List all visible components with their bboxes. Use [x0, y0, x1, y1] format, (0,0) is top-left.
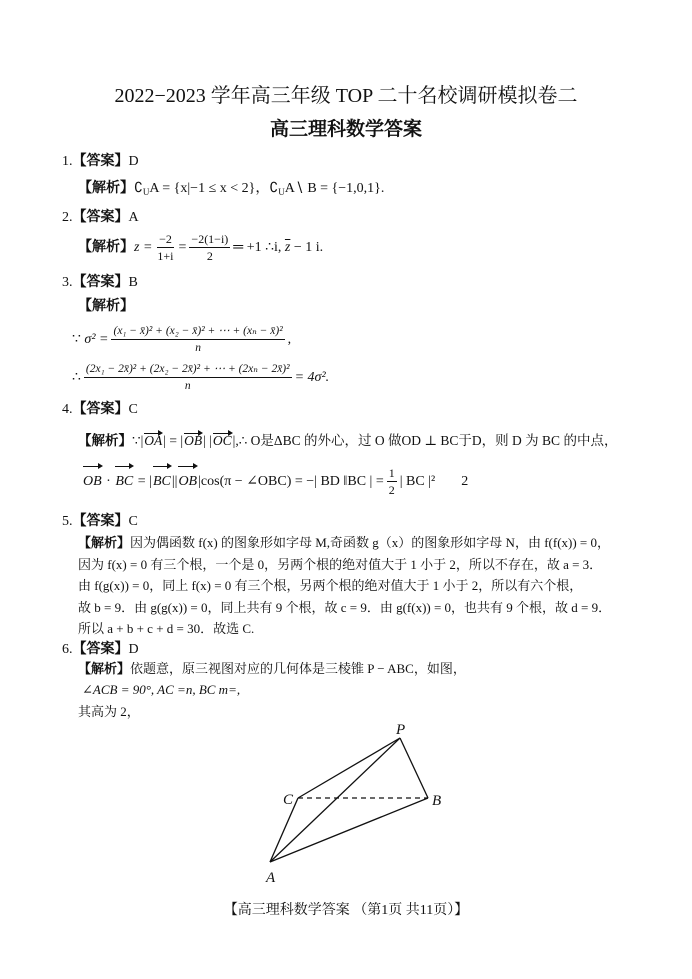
q1-complement-subscript: U: [142, 187, 150, 197]
q3-fraction-2-numerator: (2x₁ − 2x̄)² + (2x₂ − 2x̄)² + ⋯ + (2xₙ − 2x̄)²: [84, 362, 292, 378]
q6-analysis-tag: 【解析】: [78, 661, 131, 676]
q3-sigma-squared: σ² =: [84, 332, 109, 347]
q4-vector-ob: OB: [184, 433, 203, 448]
edge-pb: [400, 738, 428, 798]
q2-analysis-tag: 【解析】: [78, 240, 134, 255]
q2-fraction-1-denominator: 1+i: [157, 249, 174, 264]
q4-analysis: [78, 432, 617, 450]
q1-result-expression: A∖ B = {−1,0,1}.: [284, 181, 385, 196]
q2-fraction-2-numerator: −2(1−i): [191, 232, 229, 247]
q4-text-7: | BC |²: [399, 474, 436, 489]
q2-result-2: − 1 i.: [293, 240, 324, 255]
q3-analysis-tag: 【解析】: [78, 299, 134, 314]
edge-cp: [298, 738, 400, 798]
page-subtitle: 高三理科数学答案: [269, 119, 422, 140]
q5-text-1: 因为偶函数 f(x) 的图象形如字母 M,奇函数 g（x）的图象形如字母 N，由 f(f(x)) = 0，: [130, 535, 611, 550]
q5-answer-tag: 【答案】: [72, 514, 129, 529]
q4-text-6: |cos(π − ∠OBC) = −| BD ‖BC | =: [198, 474, 384, 489]
q6-number: 6.: [62, 642, 73, 657]
q2-number: 2.: [62, 210, 73, 225]
q6-answer-tag: 【答案】: [72, 642, 129, 657]
q4-number: 4.: [62, 402, 73, 417]
q4-dot-product: [82, 465, 468, 499]
q3-fraction-1: [111, 324, 284, 355]
q4-analysis-tag: 【解析】: [78, 433, 132, 448]
q4-half-numerator: 1: [388, 466, 395, 481]
q3-fraction-2: [84, 362, 292, 393]
q5-answer-value: C: [128, 514, 138, 529]
q3-result: = 4σ².: [294, 370, 330, 385]
q2-answer-value: A: [128, 210, 139, 225]
q3-answer-value: B: [128, 275, 138, 290]
q5-analysis-line-1: [78, 534, 610, 552]
q3-variance-formula: [72, 323, 291, 357]
q3-fraction-1-denominator: n: [195, 342, 201, 355]
q3-fraction-2-denominator: n: [184, 380, 191, 393]
q4-answer: [62, 401, 138, 419]
q1-complement-subscript-2: U: [278, 187, 285, 197]
q4-answer-value: C: [128, 402, 138, 417]
q5-analysis-line-5: 所以 a + b + c + d = 30．故选 C.: [78, 621, 255, 636]
vertex-label-b: B: [432, 793, 442, 809]
q1-answer-value: D: [128, 154, 139, 169]
q5-number: 5.: [62, 514, 73, 529]
q2-answer-tag: 【答案】: [72, 210, 129, 225]
q1-complement-symbol-2: ∁: [269, 181, 279, 196]
q2-answer: [62, 209, 139, 227]
q4-text-4: = |: [137, 474, 152, 489]
q3-scaled-variance: [72, 361, 329, 395]
q3-comma: ,: [287, 332, 292, 347]
q3-therefore-symbol: ∴: [72, 370, 81, 385]
q4-vector-oa: OA: [144, 433, 163, 448]
vertex-label-p: P: [396, 722, 406, 738]
q4-text-0: ∵|: [132, 433, 144, 448]
q4-vector-bc: BC: [114, 465, 134, 499]
q3-because-symbol: ∵: [72, 332, 81, 347]
q2-z-conjugate: $\overline{z}$: [284, 240, 291, 255]
q1-analysis-tag: 【解析】: [78, 181, 134, 196]
q4-text-3: |,∴ O是ΔBC 的外心，过 O 做OD ⊥ BC于D，则 D 为 BC 的中点，: [232, 433, 618, 448]
q2-fraction-2-denominator: 2: [206, 249, 213, 264]
q1-complement-symbol: ∁: [134, 181, 143, 196]
q5-analysis-line-2: 因为 f(x) = 0 有三个根，一个是 0，另两个根的绝对值大于 1 小于 2，所以不存在，故 a = 3．: [78, 557, 603, 572]
q5-answer: [62, 513, 138, 531]
q4-text-2: | |: [203, 433, 212, 448]
q4-vector-ob-3: OB: [177, 465, 198, 499]
q4-vector-ob-2: OB: [82, 465, 103, 499]
q4-trailing-value: 2: [461, 474, 469, 489]
q3-answer: [62, 274, 138, 292]
q4-vector-bc-2: BC: [152, 465, 172, 499]
page-footer: 【高三理科数学答案 （第1页 共11页）】: [223, 903, 469, 918]
q1-set-expression: A = {x|−1 ≤ x < 2}，: [149, 181, 270, 196]
q6-analysis-line-1: [78, 660, 466, 678]
vertex-label-c: C: [283, 792, 294, 808]
q2-fraction-1: [155, 232, 175, 263]
vertex-label-a: A: [266, 870, 276, 886]
q4-vector-oc: OC: [212, 433, 232, 448]
q5-analysis-tag: 【解析】: [78, 535, 131, 550]
q2-fraction-2: [189, 232, 230, 263]
q1-analysis: [78, 180, 384, 198]
q6-text-1: 依题意，原三视图对应的几何体是三棱锥 P − ABC，如图，: [130, 661, 466, 676]
q6-analysis-line-2: ∠ACB = 90°, AC =n, BC m=,: [82, 682, 241, 697]
q1-number: 1.: [62, 154, 73, 169]
q6-answer: [62, 641, 139, 659]
q3-fraction-1-numerator: (x₁ − x̄)² + (x₂ − x̄)² + ⋯ + (xₙ − x̄)²: [111, 324, 284, 340]
q4-half-fraction: [387, 466, 397, 497]
page-title: 2022−2023 学年高三年级 TOP 二十名校调研模拟卷二: [114, 85, 578, 107]
q2-analysis: [78, 231, 323, 265]
q3-answer-tag: 【答案】: [72, 275, 129, 290]
q4-text-5: ||: [171, 474, 178, 489]
q2-fraction-1-numerator: −2: [159, 232, 172, 247]
q6-analysis-line-3: 其高为 2，: [78, 704, 140, 719]
q5-analysis-line-4: 故 b = 9．由 g(g(x)) = 0，同上共有 9 个根，故 c = 9．由 g(f(x)) = 0，也共有 9 个根，故 d = 9．: [78, 600, 612, 615]
q4-half-denominator: 2: [388, 483, 395, 498]
q1-answer-tag: 【答案】: [72, 154, 129, 169]
q1-answer: [62, 153, 139, 171]
q3-number: 3.: [62, 275, 73, 290]
q2-equals: =: [178, 240, 187, 255]
q4-answer-tag: 【答案】: [72, 402, 129, 417]
q2-result-1: ═ +1 ∴i,: [233, 240, 282, 255]
q5-analysis-line-3: 由 f(g(x)) = 0，同上 f(x) = 0 有三个根，另两个根的绝对值大于 1 小于 2，所以有六个根，: [78, 578, 583, 593]
pyramid-figure: [250, 720, 460, 896]
q4-text-1: | = |: [163, 433, 184, 448]
q2-lhs: z =: [134, 240, 153, 255]
q6-answer-value: D: [128, 642, 139, 657]
q4-dot: ·: [106, 474, 111, 489]
